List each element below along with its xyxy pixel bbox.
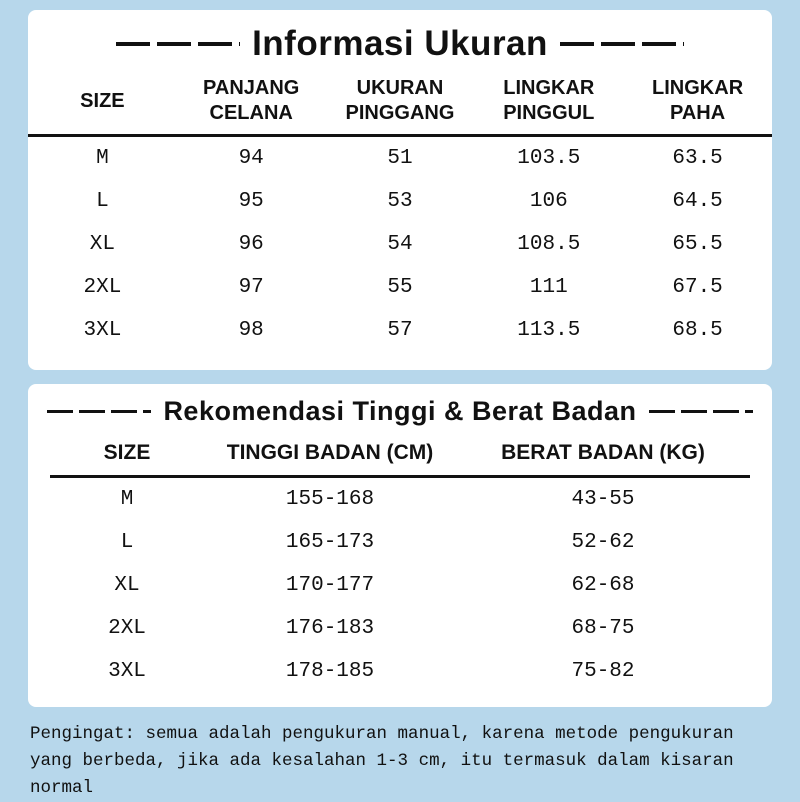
cell-ukuran-pinggang: 53	[387, 190, 413, 213]
cell-size: 3XL	[108, 660, 146, 683]
table-row-3xl	[50, 650, 750, 693]
cell-size: M	[120, 488, 134, 511]
cell-lingkar-paha: 67.5	[672, 276, 723, 299]
cell-lingkar-paha: 68.5	[672, 319, 723, 342]
cell-size: L	[120, 531, 134, 554]
title-dash-left	[47, 410, 151, 413]
table-row-xl	[28, 223, 772, 266]
table-row-l	[50, 521, 750, 564]
cell-lingkar-pinggul: 108.5	[517, 233, 581, 256]
cell-berat-badan: 75-82	[571, 660, 635, 683]
table-row-xl	[50, 564, 750, 607]
cell-size: 2XL	[83, 276, 122, 299]
cell-tinggi-badan: 176-183	[285, 617, 375, 640]
cell-lingkar-pinggul: 111	[529, 276, 568, 299]
cell-berat-badan: 52-62	[571, 531, 635, 554]
table-row-m	[28, 137, 772, 180]
cell-tinggi-badan: 155-168	[285, 488, 375, 511]
cell-berat-badan: 68-75	[571, 617, 635, 640]
cell-ukuran-pinggang: 51	[387, 147, 413, 170]
cell-size: L	[96, 190, 109, 213]
recommendation-table-card	[28, 384, 772, 707]
table-row-l	[28, 180, 772, 223]
table-row-3xl	[28, 309, 772, 352]
size-table-card	[28, 10, 772, 370]
cell-ukuran-pinggang: 55	[387, 276, 413, 299]
table-row-2xl	[50, 607, 750, 650]
footer-note: Pengingat: semua adalah pengukuran manual, karena metode pengukuran yang berbeda, jika ada kesalahan 1-3 cm, itu termasuk dalam kisaran normal	[30, 724, 734, 799]
recommendation-table-title: Rekomendasi Tinggi & Berat Badan	[163, 396, 637, 426]
column-header-lingkar-pinggul: LINGKAR PINGGUL	[503, 77, 595, 124]
cell-tinggi-badan: 165-173	[285, 531, 375, 554]
size-table-header-row	[28, 74, 772, 137]
column-header-size: SIZE	[103, 440, 151, 464]
cell-size: XL	[114, 574, 140, 597]
cell-tinggi-badan: 170-177	[285, 574, 375, 597]
title-dash-right	[649, 410, 753, 413]
cell-ukuran-pinggang: 54	[387, 233, 413, 256]
title-dash-left	[116, 42, 240, 46]
cell-lingkar-pinggul: 113.5	[517, 319, 581, 342]
cell-size: XL	[89, 233, 115, 256]
cell-size: 2XL	[108, 617, 146, 640]
cell-size: M	[96, 147, 109, 170]
column-header-ukuran-pinggang: UKURAN PINGGANG	[345, 77, 455, 124]
cell-tinggi-badan: 178-185	[285, 660, 375, 683]
column-header-tinggi-badan: TINGGI BADAN (CM)	[226, 440, 434, 464]
cell-size: 3XL	[83, 319, 122, 342]
cell-berat-badan: 62-68	[571, 574, 635, 597]
cell-panjang-celana: 96	[238, 233, 264, 256]
cell-lingkar-paha: 64.5	[672, 190, 723, 213]
column-header-lingkar-paha: LINGKAR PAHA	[652, 77, 744, 124]
cell-berat-badan: 43-55	[571, 488, 635, 511]
cell-lingkar-pinggul: 106	[529, 190, 568, 213]
size-table-title: Informasi Ukuran	[252, 24, 548, 63]
cell-ukuran-pinggang: 57	[387, 319, 413, 342]
table-row-2xl	[28, 266, 772, 309]
recommendation-title-row	[28, 396, 772, 427]
title-dash-right	[560, 42, 684, 46]
cell-panjang-celana: 97	[238, 276, 264, 299]
column-header-size: SIZE	[80, 89, 125, 112]
cell-lingkar-pinggul: 103.5	[517, 147, 581, 170]
column-header-panjang-celana: PANJANG CELANA	[203, 77, 300, 124]
size-table-title-row	[28, 24, 772, 64]
cell-panjang-celana: 95	[238, 190, 264, 213]
cell-panjang-celana: 94	[238, 147, 264, 170]
cell-lingkar-paha: 65.5	[672, 233, 723, 256]
table-row-m	[50, 478, 750, 521]
cell-lingkar-paha: 63.5	[672, 147, 723, 170]
column-header-berat-badan: BERAT BADAN (KG)	[501, 440, 705, 464]
cell-panjang-celana: 98	[238, 319, 264, 342]
recommendation-header-row	[50, 437, 750, 478]
